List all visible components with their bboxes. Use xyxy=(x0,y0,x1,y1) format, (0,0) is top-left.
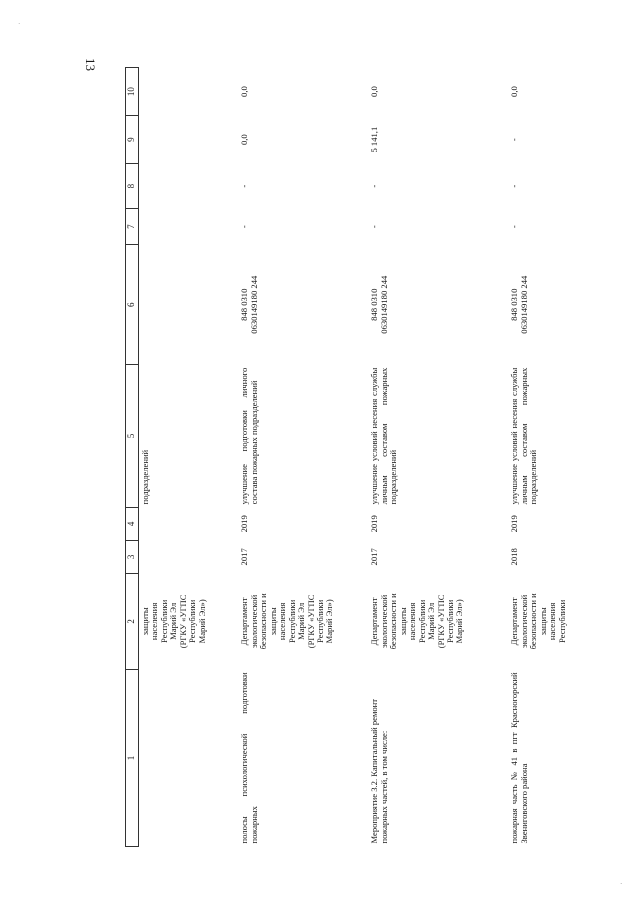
header-col-3: 3 xyxy=(126,540,139,573)
cell-c10 xyxy=(138,68,238,116)
code-line: 848 0310 xyxy=(509,288,520,321)
cell-c8 xyxy=(138,164,238,209)
executor-line: безопасности и xyxy=(388,593,399,650)
cell-c8: - xyxy=(239,184,250,188)
code-line: 0630149180 244 xyxy=(248,275,259,334)
executor-line: Марий Эл») xyxy=(454,599,465,644)
table-row xyxy=(238,68,368,847)
cell-code xyxy=(238,245,368,365)
cell-c9 xyxy=(138,116,238,164)
header-col-6: 6 xyxy=(126,245,139,365)
cell-end-year: 2019 xyxy=(239,515,250,533)
cell-measure: полосы психологической подготовки пожарных xyxy=(239,672,259,844)
header-col-5: 5 xyxy=(126,365,139,508)
cell-code xyxy=(368,245,508,365)
executor-line: Республики xyxy=(556,599,567,643)
cell-code xyxy=(138,245,238,365)
executor-line: экологической xyxy=(248,594,259,648)
code-line: 848 0310 xyxy=(369,288,380,321)
cell-c9: 0,0 xyxy=(239,134,250,146)
header-col-9: 9 xyxy=(126,116,139,164)
bottom-mark: · xyxy=(620,880,623,888)
cell-start-year xyxy=(138,540,238,573)
cell-c7: - xyxy=(369,225,380,229)
cell-end-year xyxy=(138,507,238,540)
cell-result: подразделений xyxy=(139,449,150,505)
program-table xyxy=(125,67,618,847)
header-col-2: 2 xyxy=(126,573,139,669)
cell-end-year: 2019 xyxy=(369,515,380,533)
cell-code xyxy=(508,245,618,365)
executor-line: населения xyxy=(547,602,558,641)
header-col-10: 10 xyxy=(126,68,139,116)
executor-line: Марий Эл xyxy=(296,602,307,640)
header-col-7: 7 xyxy=(126,209,139,245)
cell-c8: - xyxy=(369,184,380,188)
cell-c7 xyxy=(138,209,238,245)
executor-line: населения xyxy=(407,602,418,641)
cell-measure: пожарная часть № 41 в пгт Красногорский Звениговского района xyxy=(509,672,529,844)
header-row xyxy=(126,68,139,847)
header-col-8: 8 xyxy=(126,164,139,209)
header-col-1: 1 xyxy=(126,669,139,846)
executor-line: Марий Эл») xyxy=(324,599,335,644)
executor-line: безопасности и xyxy=(528,593,539,650)
cell-result: улучшение подготовки личного состава пожарных подразделений xyxy=(239,367,259,505)
executor-line: населения xyxy=(149,602,160,641)
executor-line: Республики xyxy=(158,599,169,643)
code-line: 0630149180 244 xyxy=(518,275,529,334)
table-row xyxy=(368,68,508,847)
cell-measure: Мероприятие 3.2. Капитальный ремонт пожарных частей, в том числе: xyxy=(369,698,389,844)
cell-executor xyxy=(508,573,618,669)
table-row xyxy=(508,68,618,847)
cell-c9: - xyxy=(509,138,520,142)
cell-c8: - xyxy=(509,184,520,188)
cell-executor xyxy=(138,573,238,669)
executor-line: Марий Эл xyxy=(168,602,179,640)
executor-line: Департамент xyxy=(509,597,520,646)
executor-line: экологической xyxy=(518,594,529,648)
executor-line: (РГКУ «УГПС xyxy=(305,594,316,649)
executor-line: Департамент xyxy=(369,597,380,646)
cell-executor xyxy=(368,573,508,669)
executor-line: безопасности и xyxy=(258,593,269,650)
executor-line: (РГКУ «УГПС xyxy=(177,594,188,649)
executor-line: населения xyxy=(277,602,288,641)
page-number: 13 xyxy=(83,58,98,71)
executor-line: Республики xyxy=(416,599,427,643)
cell-measure xyxy=(138,669,238,846)
executor-line: защиты xyxy=(397,607,408,636)
cell-result: улучшение условий несения службы личным составом пожарных подразделений xyxy=(509,367,539,505)
cell-start-year: 2017 xyxy=(369,548,380,566)
corner-mark: · xyxy=(18,20,21,28)
executor-line: Республики xyxy=(445,599,456,643)
executor-line: экологической xyxy=(378,594,389,648)
executor-line: Республики xyxy=(286,599,297,643)
cell-c9: 5 141,1 xyxy=(369,126,380,153)
executor-line: (РГКУ «УГПС xyxy=(435,594,446,649)
executor-line: Марий Эл») xyxy=(196,599,207,644)
executor-line: защиты xyxy=(139,607,150,636)
cell-executor xyxy=(238,573,368,669)
rotated-table-page xyxy=(125,67,636,847)
cell-c10: 0,0 xyxy=(369,86,380,97)
header-col-4: 4 xyxy=(126,507,139,540)
code-line: 848 0310 xyxy=(239,288,250,321)
cell-c7: - xyxy=(239,225,250,229)
cell-start-year: 2018 xyxy=(509,548,520,566)
executor-line: Марий Эл xyxy=(426,602,437,640)
cell-start-year: 2017 xyxy=(239,548,250,566)
executor-line: Республики xyxy=(315,599,326,643)
cell-result: улучшение условий несения службы личным составом пожарных подразделений xyxy=(369,367,399,505)
executor-line: защиты xyxy=(537,607,548,636)
executor-line: Департамент xyxy=(239,597,250,646)
cell-end-year: 2019 xyxy=(509,515,520,533)
table-row xyxy=(138,68,238,847)
code-line: 0630149180 244 xyxy=(378,275,389,334)
executor-line: защиты xyxy=(267,607,278,636)
cell-c7: - xyxy=(509,225,520,229)
cell-c10: 0,0 xyxy=(509,86,520,97)
executor-line: Республики xyxy=(187,599,198,643)
cell-c10: 0,0 xyxy=(239,86,250,97)
